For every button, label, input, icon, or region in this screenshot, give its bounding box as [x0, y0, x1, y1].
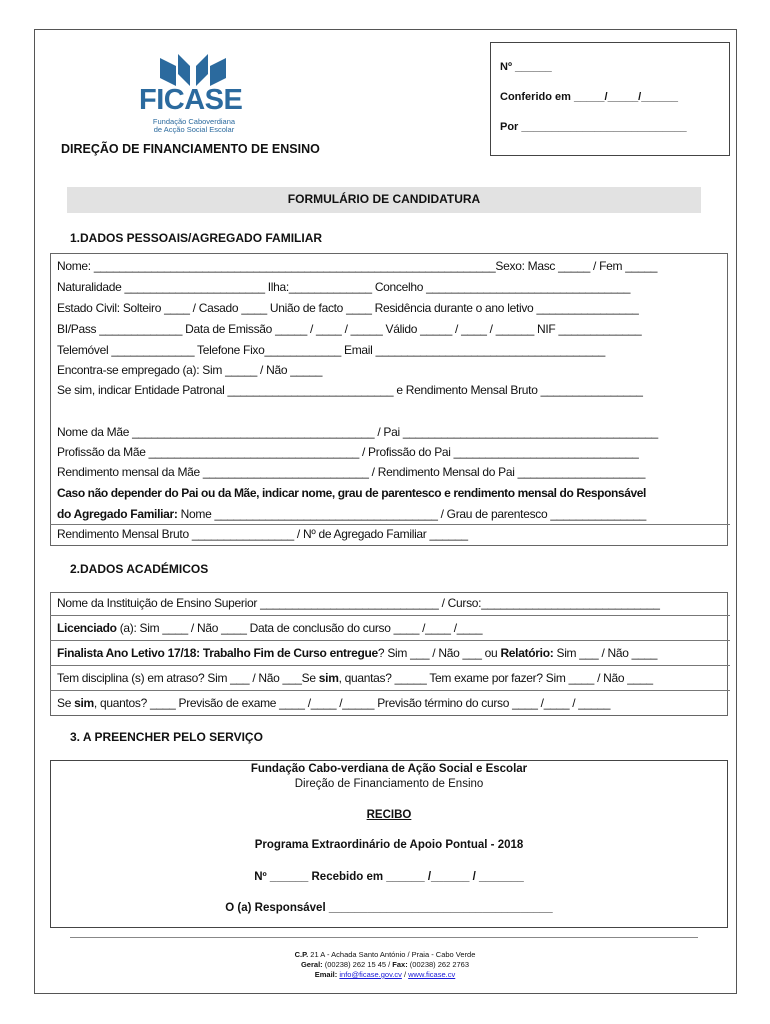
finalist-fields: ? Sim ___ / Não ___ ou	[377, 646, 501, 660]
divider	[50, 640, 730, 641]
control-by[interactable]: Por ___________________________	[500, 121, 687, 133]
field-institution[interactable]: Nome da Instituição de Ensino Superior ____________________________ / Curso:____________________________	[57, 596, 660, 610]
section1-title: 1.DADOS PESSOAIS/AGREGADO FAMILIAR	[70, 231, 323, 245]
exam-text-a: Se	[57, 696, 75, 710]
divider	[50, 524, 730, 525]
control-box	[490, 42, 730, 156]
report-label: Relatório:	[500, 646, 554, 660]
field-birthplace[interactable]: Naturalidade ______________________ Ilha:_____________ Concelho ________________________________	[57, 280, 631, 294]
guardian-instruction: Caso não depender do Pai ou da Mãe, indicar nome, grau de parentesco e rendimento mensal do Responsável	[57, 486, 646, 500]
field-employed[interactable]: Encontra-se empregado (a): Sim _____ / Não _____	[57, 363, 323, 377]
logo-subtitle-2: de Acção Social Escolar	[153, 125, 235, 134]
control-number[interactable]: Nº ______	[500, 61, 552, 73]
field-graduated[interactable]	[57, 621, 722, 635]
section3-title: 3. A PREENCHER PELO SERVIÇO	[70, 730, 263, 744]
responsible-signature[interactable]: O (a) Responsável ___________________________________	[225, 902, 553, 914]
guardian-fields: Nome ___________________________________ / Grau de parentesco _______________	[177, 507, 646, 521]
field-name-sex[interactable]: Nome: _______________________________________________________________Sexo: Masc _____ / Fem _____	[57, 259, 658, 273]
service-org: Fundação Cabo-verdiana de Ação Social e Escolar	[250, 763, 528, 775]
section1-box	[50, 253, 728, 546]
fax-text: (00238) 262 2763	[407, 960, 470, 969]
control-checked-date[interactable]: Conferido em _____/_____/______	[500, 91, 678, 103]
cp-text: 21 A - Achada Santo António / Praia - Cabo Verde	[308, 950, 476, 959]
geral-text: (00238) 262 15 45 /	[322, 960, 393, 969]
field-civil-status[interactable]: Estado Civil: Solteiro ____ / Casado ____ União de facto ____ Residência durante o ano letivo ________________	[57, 301, 639, 315]
email-link[interactable]: info@ficase.gov.cv	[339, 970, 402, 979]
exam-text-b: , quantos? ____ Previsão de exame ____ /____ /_____ Previsão término do curso ____ /____ / _____	[93, 696, 611, 710]
footer-sep: /	[401, 970, 409, 979]
receipt-title: RECIBO	[366, 809, 412, 821]
field-pending-subjects[interactable]	[57, 671, 722, 685]
field-parents-names[interactable]: Nome da Mãe ______________________________________ / Pai ________________________________________	[57, 425, 658, 439]
receipt-number-date[interactable]: Nº ______ Recebido em ______ /______ / _______	[254, 871, 524, 883]
field-id[interactable]: BI/Pass _____________ Data de Emissão _____ / ____ / _____ Válido _____ / ____ / ______ NIF _____________	[57, 322, 642, 336]
exam-sim: sim	[74, 696, 94, 710]
footer-contact	[0, 970, 770, 979]
pending-text-a: Tem disciplina (s) em atraso? Sim ___ / Não ___Se	[57, 671, 319, 685]
footer-phone	[0, 960, 770, 969]
fax-label: Fax:	[392, 960, 408, 969]
geral-label: Geral:	[300, 960, 323, 969]
web-link[interactable]: www.ficase.cv	[408, 970, 456, 979]
field-exam-forecast[interactable]	[57, 696, 722, 710]
service-box	[50, 760, 728, 928]
cp-label: C.P.	[294, 950, 309, 959]
section2-title: 2.DADOS ACADÉMICOS	[70, 562, 209, 576]
field-parents-jobs[interactable]: Profissão da Mãe _________________________________ / Profissão do Pai _____________________________	[57, 445, 639, 459]
logo-wordmark: FICASE	[139, 84, 243, 116]
divider	[50, 690, 730, 691]
guardian-label: do Agregado Familiar:	[57, 507, 178, 521]
directorate-title: DIREÇÃO DE FINANCIAMENTO DE ENSINO	[61, 142, 320, 156]
footer-address	[0, 950, 770, 959]
field-guardian[interactable]	[57, 507, 722, 521]
footer-rule	[70, 937, 698, 938]
graduated-fields: (a): Sim ____ / Não ____ Data de conclusão do curso ____ /____ /____	[116, 621, 483, 635]
graduated-label: Licenciado	[57, 621, 117, 635]
pending-sim: sim	[318, 671, 339, 685]
field-employer[interactable]: Se sim, indicar Entidade Patronal __________________________ e Rendimento Mensal Bruto ________________	[57, 383, 643, 397]
field-household-income[interactable]: Rendimento Mensal Bruto ________________ / Nº de Agregado Familiar ______	[57, 527, 468, 541]
service-dept: Direção de Financiamento de Ensino	[294, 778, 484, 790]
program-name: Programa Extraordinário de Apoio Pontual - 2018	[254, 839, 524, 851]
logo-subtitle-1: Fundação Caboverdiana	[152, 117, 236, 126]
report-fields: Sim ___ / Não ____	[553, 646, 658, 660]
divider	[50, 615, 730, 616]
field-finalist[interactable]	[57, 646, 722, 660]
ficase-book-logo-icon	[140, 52, 246, 88]
finalist-label: Finalista Ano Letivo 17/18: Trabalho Fim de Curso entregue	[57, 646, 378, 660]
pending-text-b: , quantas? _____ Tem exame por fazer? Sim ____ / Não ____	[338, 671, 653, 685]
email-label: Email:	[314, 970, 338, 979]
divider	[50, 665, 730, 666]
form-title: FORMULÁRIO DE CANDIDATURA	[67, 187, 701, 213]
field-contacts[interactable]: Telemóvel _____________ Telefone Fixo____________ Email ____________________________________	[57, 343, 606, 357]
field-parents-income[interactable]: Rendimento mensal da Mãe __________________________ / Rendimento Mensal do Pai ____________________	[57, 465, 646, 479]
